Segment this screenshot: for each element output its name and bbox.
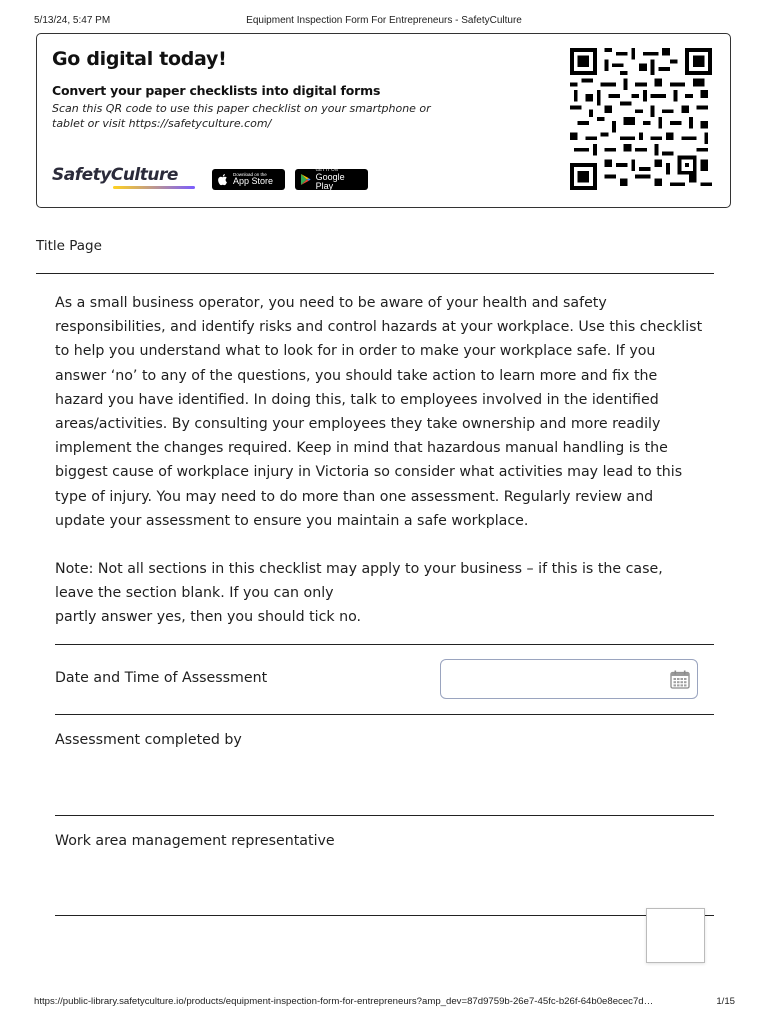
section-title: Title Page	[36, 238, 102, 254]
field-divider	[55, 714, 714, 715]
print-document-title: Equipment Inspection Form For Entrepreneurs - SafetyCulture	[246, 15, 522, 26]
app-store-big-text: App Store	[233, 176, 274, 187]
floating-action-box[interactable]	[646, 908, 705, 963]
banner-subheadline: Convert your paper checklists into digital forms	[52, 83, 381, 98]
page-number: 1/15	[716, 996, 735, 1007]
google-play-small-text: GET IT ON	[315, 167, 338, 173]
date-time-input[interactable]	[440, 659, 698, 699]
google-play-icon	[300, 173, 312, 186]
banner-headline: Go digital today!	[52, 48, 227, 70]
field-divider	[55, 915, 714, 916]
section-divider	[36, 273, 714, 274]
logo-underline	[113, 186, 195, 189]
representative-label: Work area management representative	[55, 833, 335, 849]
go-digital-banner	[36, 33, 731, 208]
banner-instructions: Scan this QR code to use this paper checklist on your smartphone or tablet or visit https://safetyculture.com/	[52, 102, 431, 130]
google-play-badge[interactable]	[295, 169, 368, 190]
print-datetime: 5/13/24, 5:47 PM	[34, 15, 111, 26]
note-line: Note: Not all sections in this checklist may apply to your business – if this is the case,	[55, 561, 663, 577]
google-play-big-text: Google Play	[315, 171, 345, 191]
app-store-badge[interactable]	[212, 169, 285, 190]
note-line: leave the section blank. If you can only	[55, 585, 334, 602]
note-paragraph	[55, 557, 705, 630]
safetyculture-logo: SafetyCulture	[52, 165, 178, 185]
app-store-small-text: Download on the	[233, 171, 267, 177]
print-url: https://public-library.safetyculture.io/products/equipment-inspection-form-for-entrepreneurs?amp_dev=87d9759b-26e7-45fc-b26f-64b0e8ecec7d…	[34, 996, 654, 1007]
note-line: partly answer yes, then you should tick no.	[55, 609, 362, 626]
completed-by-label: Assessment completed by	[55, 732, 242, 748]
intro-paragraph: As a small business operator, you need to be aware of your health and safety responsibilities, and identify risks and control hazards at your workplace. Use this checklist to help you understand what to look for in order to make your workplace safe. If you answer ‘no’ to any of the questions, you should take action to learn more and fix the hazard you have identified. In doing this, talk to employees involved in the identified areas/activities. By consulting your employees they take ownership and more readily implement the changes required. Keep in mind that hazardous manual handling is the biggest cause of workplace injury in Victoria so consider what activities may lead to this type of injury. You may need to do more than one assessment. Regularly review and update your assessment to ensure you maintain a safe workplace.	[55, 295, 703, 529]
field-divider	[55, 644, 714, 645]
qr-code[interactable]	[567, 48, 715, 190]
field-divider	[55, 815, 714, 816]
calendar-icon[interactable]	[670, 670, 690, 689]
date-time-label: Date and Time of Assessment	[55, 670, 268, 686]
apple-icon	[217, 173, 229, 186]
